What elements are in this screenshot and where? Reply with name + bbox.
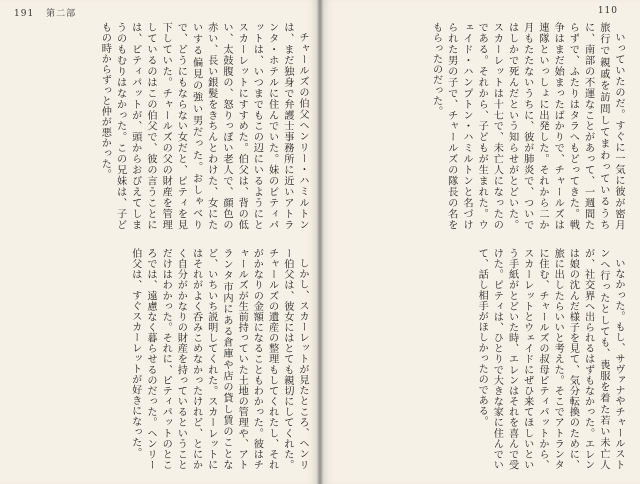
right-bottom-paragraph: いなかった。もし、サヴァナやチャールストンへ行ったとしても、喪服を着た若い未亡人が、社交界へ出られるはずもなかった。エレンは娘の沈んだ様子を見て、気分転換のために、旅に出したらいいと考えた。そこでアトランタに住む、チャールズの叔母ピティパットから、スカーレットとウェイドにぜひ来てほしいという手紙がとどいた時、エレンはそれを喜んで受けた。ピティは、ひとりで大きな家に住んでいて、話し相手がほしかったのである。 xyxy=(476,248,624,470)
left-page-number: 191 xyxy=(14,9,35,19)
left-page-bottom-text xyxy=(14,248,310,470)
right-page-number: 110 xyxy=(597,6,618,16)
right-page-bottom-text xyxy=(334,248,626,470)
left-top-paragraph: チャールズの伯父ヘンリー・ハミルトンは、まだ独身で弁護士事務所に近いアトランタ・ホテルに住んでいた。妹のピティパットは、いつまでもこの辺にいるようにとスカーレットにすすめた。伯父は、背の低い、太鼓腹の、怒りっぽい老人で、顔色の赤い、長い銀髪をきちんとわけた、女にたいする偏見の強い男だった。おしゃべりで、どうにもならない女だと、ピティを見下していた。チャールズの父の財産を管理しているのはこの伯父で、彼の言うことには、ピティパットが、頭からおびえてしまうのもむりはなかった。この兄妹は、子どもの時からずっと仲が悪かった。 xyxy=(99,22,308,230)
right-top-paragraph: いっていたのだ。すぐに一気に彼が密月旅行で親戚を訪問してまわっているうちに、南部の不運なことがあって、一週間たらずで、ふたりはタラへもどってきた。戦争はまだ始まったばかりで、チャールズは連隊といっしょに出発した。それから二か月もたたないうちに、彼が肺炎で、ついではしかで死んだという知らせがとどいた。スカーレットは十七で、未亡人になったのである。それから、子どもが生まれた。ウェイド・ハンプトン・ハミルトンと名づけられた男の子で、チャールズの隊長の名をもらったのだった。 xyxy=(430,22,624,230)
right-page-top-text xyxy=(334,22,626,230)
book-gutter xyxy=(317,0,323,484)
left-page-header xyxy=(14,6,84,19)
left-page-top-text xyxy=(14,22,310,230)
left-section-title: 第二部 xyxy=(46,9,77,19)
left-bottom-paragraph: しかし、スカーレットが見たところ、ヘンリー伯父は、彼女にはとても親切にしてくれた。チャールズの遺産の整理もしてくれたし、それがかなりの金額になることもわかった。彼はチャールズが生前持っていた土地の管理や、アトランタ市内にある倉庫や店の貸し賃のことなど、いちいち説明してくれた。スカーレットにはそれがよく呑みこめなかったけれど、とにかく自分がかなりの財産を持っているということだけはわかった。それに、ピティパットのところでは、遠慮なく暮らせるのだった。ヘンリー伯父は、すぐスカーレットが好きになった。 xyxy=(129,248,308,470)
right-page-header xyxy=(598,6,626,16)
